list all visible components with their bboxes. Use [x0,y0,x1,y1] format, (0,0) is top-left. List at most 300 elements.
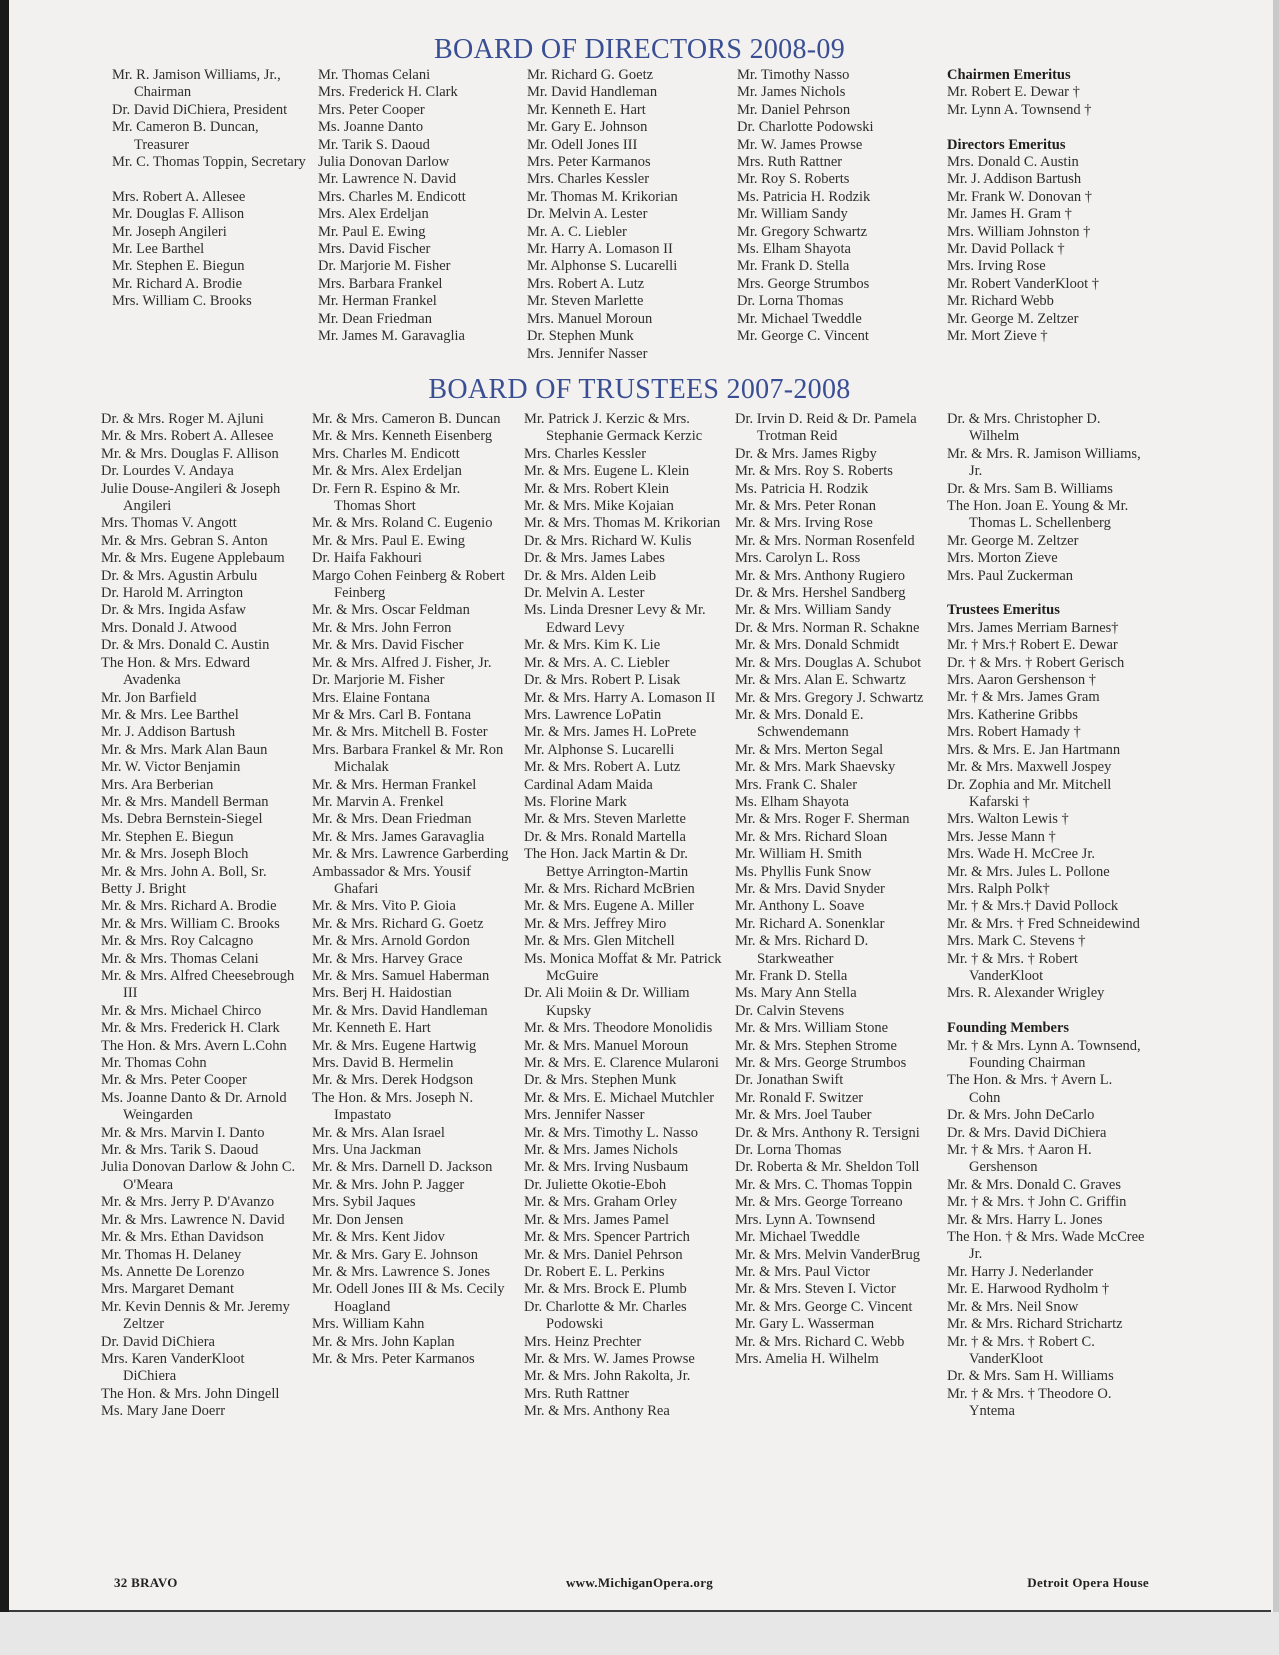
member-name: Mr. & Mrs. Robert Klein [524,480,669,497]
member-name: Mr. Robert VanderKloot † [947,275,1099,292]
member-name: Dr. & Mrs. Ingida Asfaw [101,602,246,619]
member-name: Mr. & Mrs. David Fischer [312,637,464,654]
member-name: Mr. Herman Frankel [318,293,437,310]
member-name: Mrs. Peter Karmanos [527,154,651,171]
footer-page-label: 32 BRAVO [114,1575,178,1590]
member-name: Mr. Richard A. Sonenklar [735,915,885,932]
member-name: Mrs. Barbara Frankel [318,275,443,292]
member-name: Mr. & Mrs. E. Michael Mutchler [524,1089,715,1106]
member-name: Dr. Robert E. L. Perkins [524,1263,665,1280]
member-name: Mr. † & Mrs. James Gram [947,689,1100,706]
member-name: Mr. W. James Prowse [737,136,863,153]
member-name: Mr. & Mrs. Daniel Pehrson [524,1246,683,1263]
member-name: Mr. E. Harwood Rydholm † [947,1281,1110,1298]
member-name: Mrs. R. Alexander Wrigley [947,985,1105,1002]
member-name: Mr. William H. Smith [735,846,862,863]
footer-website: www.MichiganOpera.org [565,1575,714,1590]
member-name: Mr. & Mrs. Harry A. Lomason II [524,689,716,706]
member-name: Mr. & Mrs. Mike Kojaian [524,498,674,515]
member-name: Ms. Joanne Danto [318,119,424,136]
member-name: Mr. & Mrs. Roland C. Eugenio [312,515,493,532]
member-name: Mr. & Mrs. Lee Barthel [101,706,239,723]
member-name: Mr. & Mrs. Joel Tauber [735,1107,872,1124]
member-name: Mrs. Charles Kessler [527,171,650,188]
member-name: Dr. Fern R. Espino & Mr. Thomas Short [312,480,461,515]
member-name: Mr. David Pollack † [947,241,1065,258]
member-name: Mr. & Mrs. Marvin I. Danto [101,1124,265,1141]
member-name: Mrs. Donald C. Austin [947,154,1079,171]
member-name: Dr. Charlotte & Mr. Charles Podowski [524,1298,687,1333]
member-name: Mr. Thomas Cohn [101,1055,207,1072]
member-name: Mr. & Mrs. Peter Karmanos [312,1350,475,1367]
directors-column-2 [318,67,518,346]
member-name: Mrs. William Johnston † [947,223,1091,240]
member-name: Mr. † & Mrs.† David Pollock [947,898,1119,915]
member-name: Mr. Tarik S. Daoud [318,136,430,153]
member-name: Dr. Jonathan Swift [735,1072,844,1089]
member-name: Ms. Patricia H. Rodzik [737,188,871,205]
member-name: Mr. & Mrs. Richard Strichartz [947,1316,1123,1333]
member-name: Mr. & Mrs. Jules L. Pollone [947,863,1110,880]
member-name: Mrs. Berj H. Haidostian [312,985,452,1002]
member-name: Mr. & Mrs. Ethan Davidson [101,1229,264,1246]
member-name: Mr. & Mrs. Alex Erdeljan [312,463,462,480]
member-name: Mr. & Mrs. Norman Rosenfeld [735,532,915,549]
member-name: Mrs. Walton Lewis † [947,811,1069,828]
member-name: The Hon. † & Mrs. Wade McCree Jr. [947,1229,1145,1263]
member-name: Mr. Frank W. Donovan † [947,188,1092,205]
member-name: Mr. & Mrs. Irving Nusbaum [524,1159,689,1176]
member-name: Mrs. Una Jackman [312,1142,422,1159]
member-name: Mr. Lawrence N. David [318,171,457,188]
member-name: Dr. & Mrs. Roger M. Ajluni [101,411,264,427]
member-name: Mrs. Ara Berberian [101,776,214,793]
member-name: Dr. & Mrs. James Labes [524,550,665,567]
member-name: Ms. Joanne Danto & Dr. Arnold Weingarden [101,1089,287,1124]
member-name: Mr. Anthony L. Soave [735,898,865,915]
member-name: Ms. Mary Ann Stella [735,985,857,1002]
member-name: Mr. Michael Tweddle [737,310,862,327]
trustees-column-1 [101,411,296,1421]
member-name: Mr. & Mrs. Anthony Rugiero [735,567,905,584]
member-name: Mr. R. Jamison Williams, Jr., Chairman [112,67,281,101]
member-name: Mrs. Lawrence LoPatin [524,706,662,723]
member-name: Mrs. Donald J. Atwood [101,619,237,636]
member-name: Mr. & Mrs. Paul E. Ewing [312,532,466,549]
member-name: Mrs. George Strumbos [737,275,870,292]
trustees-column-2 [312,411,510,1368]
member-name: Mr. & Mrs. Lawrence Garberding [312,846,509,863]
member-name: Mr. & Mrs. Frederick H. Clark [101,1020,280,1037]
member-name: Mrs. Aaron Gershenson † [947,672,1097,689]
member-name: Mr. † & Mrs. Lynn A. Townsend, Founding Chairman [947,1037,1141,1071]
member-name: Mr. & Mrs. James Pamel [524,1211,669,1228]
member-name: Mrs. Charles M. Endicott [318,188,466,205]
member-name: The Hon. & Mrs. John Dingell [101,1385,280,1402]
member-name: Mr. & Mrs. Stephen Strome [735,1037,897,1054]
member-name: Mr. & Mrs. Vito P. Gioia [312,898,456,915]
member-name: Mr. & Mrs. Manuel Moroun [524,1037,689,1054]
member-name: Mr. & Mrs. C. Thomas Toppin [735,1176,913,1193]
member-name: The Hon. Joan E. Young & Mr. Thomas L. Schellenberg [947,498,1129,532]
member-name: Mr. & Mrs. Anthony Rea [524,1403,670,1420]
member-name: Dr. & Mrs. Sam H. Williams [947,1368,1114,1385]
member-name: Mr. & Mrs. Peter Ronan [735,498,876,515]
member-name: Dr. Harold M. Arrington [101,585,244,602]
member-name: Mr. Dean Friedman [318,310,432,327]
member-name: Mr. & Mrs. Richard Sloan [735,828,888,845]
member-name: Mrs. Ralph Polk† [947,880,1050,897]
member-name: Mr. & Mrs. W. James Prowse [524,1350,695,1367]
member-name: Mr. Richard A. Brodie [112,275,243,292]
footer-venue: Detroit Opera House [1027,1575,1149,1590]
member-name: Mr. & Mrs. Irving Rose [735,515,873,532]
member-name: Mrs. Ruth Rattner [737,154,843,171]
member-name: Dr. & Mrs. Stephen Munk [524,1072,677,1089]
member-name: Mrs. William C. Brooks [112,293,252,310]
member-name: Mr. C. Thomas Toppin, Secretary [112,154,306,171]
member-name: Mr. † & Mrs. † John C. Griffin [947,1194,1127,1211]
member-name: Mr. & Mrs. Paul Victor [735,1263,871,1280]
member-name: Ms. Mary Jane Doerr [101,1403,226,1420]
member-name: Betty J. Bright [101,880,186,897]
member-name: Mr. Marvin A. Frenkel [312,793,444,810]
member-name: Mr. David Handleman [527,84,658,101]
member-name: Mr. Mort Zieve † [947,328,1048,345]
member-name: Mr. & Mrs. Donald C. Graves [947,1176,1121,1193]
member-name: The Hon. & Mrs. Edward Avadenka [101,654,251,689]
member-name: Mrs. Jennifer Nasser [527,345,648,362]
member-name: Mr. Steven Marlette [527,293,644,310]
member-name: Mr. Lynn A. Townsend † [947,101,1092,118]
member-name: Ms. Linda Dresner Levy & Mr. Edward Levy [524,602,706,636]
member-name: Mr. & Mrs. Michael Chirco [101,1002,262,1019]
member-name: Dr. & Mrs. James Rigby [735,445,877,462]
member-name: Mr. & Mrs. George Torreano [735,1194,903,1211]
member-name: Mr. & Mrs. Oscar Feldman [312,602,470,619]
member-name: Ms. Patricia H. Rodzik [735,480,869,497]
member-name: Mrs. Frank C. Shaler [735,776,858,793]
member-name: Mr. Alphonse S. Lucarelli [524,741,675,758]
member-name: Mr. & Mrs. Roy S. Roberts [735,463,893,480]
member-name: Dr. Charlotte Podowski [737,119,874,136]
member-name: Mr. & Mrs. James H. LoPrete [524,724,697,741]
member-name: Dr. Calvin Stevens [735,1002,845,1019]
member-name: Mr. Joseph Angileri [112,223,227,240]
member-name: Mrs. Charles M. Endicott [312,445,460,462]
member-name: Ambassador & Mrs. Yousif Ghafari [312,863,472,897]
member-name: Mr. & Mrs. Roger F. Sherman [735,811,910,828]
member-name: Mr. Jon Barfield [101,689,197,706]
member-name: Mr. Gregory Schwartz [737,223,868,240]
member-name: Mr. & Mrs. Joseph Bloch [101,846,249,863]
member-name: Dr. Melvin A. Lester [527,206,648,223]
member-name: Mr. Harry A. Lomason II [527,241,673,258]
member-name: Cardinal Adam Maida [524,776,653,793]
member-name: Dr. & Mrs. Agustin Arbulu [101,567,258,584]
member-name: Ms. Florine Mark [524,793,627,810]
member-name: Mr. & Mrs. Timothy L. Nasso [524,1124,699,1141]
member-name: Mr. & Mrs. Tarik S. Daoud [101,1142,259,1159]
member-name: Mr. & Mrs. Kent Jidov [312,1229,445,1246]
member-name: Mr. & Mrs. Neil Snow [947,1298,1079,1315]
member-name: Mr. & Mrs. Spencer Partrich [524,1229,690,1246]
member-name: Mr. Thomas Celani [318,67,431,83]
member-name: Mr. & Mrs. Jerry P. D'Avanzo [101,1194,275,1211]
member-name: Mr. Timothy Nasso [737,67,850,83]
member-name: Mr. & Mrs. John Rakolta, Jr. [524,1368,691,1385]
member-name: Dr. Juliette Okotie-Eboh [524,1176,667,1193]
binding-spine [0,0,9,1655]
member-name: Dr. Haifa Fakhouri [312,550,422,567]
member-name: Mr. Roy S. Roberts [737,171,850,188]
member-name: Mr. J. Addison Bartush [947,171,1082,188]
member-name: Mr. George M. Zeltzer [947,310,1079,327]
member-name: Dr. & Mrs. Ronald Martella [524,828,686,845]
member-name: Mr. & Mrs. E. Clarence Mularoni [524,1055,719,1072]
member-name: Mr. & Mrs. Richard D. Starkweather [735,933,869,967]
member-name: Mr. & Mrs. Eugene Hartwig [312,1037,477,1054]
member-name: Mrs. Amelia H. Wilhelm [735,1350,879,1367]
member-name: Mrs. Robert A. Allesee [112,188,246,205]
member-name: Dr. David DiChiera [101,1333,215,1350]
member-name: Mrs. Carolyn L. Ross [735,550,861,567]
member-name: Mr. & Mrs. Alfred J. Fisher, Jr. [312,654,492,671]
member-name: Mrs. Peter Cooper [318,101,425,118]
member-name: Mrs. Jennifer Nasser [524,1107,645,1124]
member-name: Mr. & Mrs. Roy Calcagno [101,933,254,950]
directors-column-5 [947,67,1147,345]
member-name: Mr. & Mrs. John Ferron [312,619,452,636]
member-name: Mr. Michael Tweddle [735,1229,860,1246]
member-name: Mr & Mrs. Carl B. Fontana [312,706,472,723]
page-bottom-margin [0,1612,1279,1655]
member-name: Mr. & Mrs. Harry L. Jones [947,1211,1103,1228]
member-name: Mrs. Morton Zieve [947,550,1058,567]
member-name: Dr. Melvin A. Lester [524,585,645,602]
member-name: Dr. & Mrs. Anthony R. Tersigni [735,1124,920,1141]
member-name: Mr. & Mrs. Melvin VanderBrug [735,1246,921,1263]
member-name: Ms. Elham Shayota [735,793,849,810]
member-name: The Hon. & Mrs. Avern L.Cohn [101,1037,287,1054]
member-name: Dr. & Mrs. Donald C. Austin [101,637,270,654]
member-name: Dr. Lorna Thomas [737,293,844,310]
member-name: The Hon. Jack Martin & Dr. Bettye Arrington-Martin [524,846,689,880]
member-name: Dr. & Mrs. Hershel Sandberg [735,585,906,602]
member-name: Mr. James M. Garavaglia [318,328,465,345]
member-name: Ms. Monica Moffat & Mr. Patrick McGuire [524,950,722,984]
member-name: Mr. & Mrs. A. C. Liebler [524,654,670,671]
member-name: Mr. & Mrs. Jeffrey Miro [524,915,667,932]
member-name: Mrs. David B. Hermelin [312,1055,454,1072]
member-name: Mr. Gary L. Wasserman [735,1316,875,1333]
member-name: Mr. & Mrs. Thomas Celani [101,950,259,967]
member-name: Mr. † & Mrs. † Robert VanderKloot [947,950,1078,984]
member-name: Mr. & Mrs. William Stone [735,1020,889,1037]
member-name: Mrs. Robert A. Lutz [527,275,645,292]
member-name: Mr. & Mrs. Alan Israel [312,1124,445,1141]
member-name: The Hon. & Mrs. † Avern L. Cohn [947,1072,1113,1106]
member-name: Mr. William Sandy [737,206,848,223]
member-name: Mr. & Mrs. Lawrence S. Jones [312,1263,491,1280]
member-name: Mrs. Karen VanderKloot DiChiera [101,1350,245,1385]
member-name: Mr. & Mrs. Kim K. Lie [524,637,661,654]
member-name: Mrs. Katherine Gribbs [947,706,1078,723]
member-name: Ms. Debra Bernstein-Siegel [101,811,263,828]
member-name: Dr. Marjorie M. Fisher [318,258,451,275]
trustees-column-5 [947,411,1147,1421]
member-name: Mr. James Nichols [737,84,846,101]
member-name: Mrs. Mark C. Stevens † [947,933,1086,950]
member-name: Mrs. Irving Rose [947,258,1046,275]
member-name: Mr. & Mrs. Richard C. Webb [735,1333,905,1350]
member-name: Mr. † & Mrs. † Robert C. VanderKloot [947,1333,1095,1367]
member-name: Ms. Elham Shayota [737,241,851,258]
member-name: Mr. Odell Jones III [527,136,638,153]
member-name: Mr. & Mrs. George C. Vincent [735,1298,913,1315]
member-name: Mrs. Wade H. McCree Jr. [947,846,1095,863]
member-name: Mr. & Mrs. Theodore Monolidis [524,1020,713,1037]
member-name: Mr. & Mrs. Mandell Berman [101,793,269,810]
member-name: Mr. Richard G. Goetz [527,67,654,83]
page-edge [1273,0,1279,1612]
member-name: Dr. & Mrs. Sam B. Williams [947,480,1113,497]
member-name: Mr. & Mrs. Gregory J. Schwartz [735,689,924,706]
member-name: Mr. & Mrs. Steven I. Victor [735,1281,896,1298]
member-name: Mr. & Mrs. Douglas A. Schubot [735,654,922,671]
member-name: Dr. & Mrs. Robert P. Lisak [524,672,681,689]
member-name: Dr. & Mrs. John DeCarlo [947,1107,1095,1124]
member-name: Mr. Stephen E. Biegun [101,828,234,845]
member-name: Mr. & Mrs. Donald E. Schwendemann [735,706,864,741]
member-name: Mrs. Ruth Rattner [524,1385,630,1402]
member-name: Ms. Phyllis Funk Snow [735,863,872,880]
member-name: Mr. & Mrs. Gebran S. Anton [101,532,268,549]
member-name: Mr. Richard Webb [947,293,1054,310]
member-name: Mr. Paul E. Ewing [318,223,426,240]
member-name: Dr. Irvin D. Reid & Dr. Pamela Trotman Reid [735,411,917,445]
member-name: Mr. & Mrs. Eugene L. Klein [524,463,690,480]
member-name: Dr. & Mrs. Christopher D. Wilhelm [947,411,1101,445]
section-heading: Directors Emeritus [947,136,1066,153]
member-name: Julia Donovan Darlow [318,154,450,171]
directors-column-3 [527,67,727,363]
member-name: Mr. & Mrs. John P. Jagger [312,1176,465,1193]
member-name: Mr. † Mrs.† Robert E. Dewar [947,637,1118,654]
member-name: Mrs. Manuel Moroun [527,310,653,327]
trustees-title: BOARD OF TRUSTEES 2007-2008 [428,374,851,405]
member-name: Mr. & Mrs. Robert A. Allesee [101,428,274,445]
member-name: Mr. & Mrs. Dean Friedman [312,811,472,828]
member-name: Mr. Don Jensen [312,1211,404,1228]
member-name: Mrs. Barbara Frankel & Mr. Ron Michalak [312,741,504,776]
section-heading: Founding Members [947,1020,1070,1037]
member-name: Ms. Annette De Lorenzo [101,1263,245,1280]
member-name: Dr. & Mrs. Richard W. Kulis [524,532,692,549]
member-name: Mr. & Mrs. Eugene A. Miller [524,898,694,915]
member-name: Mr. Alphonse S. Lucarelli [527,258,678,275]
member-name: Dr. & Mrs. Alden Leib [524,567,657,584]
member-name: Dr. Roberta & Mr. Sheldon Toll [735,1159,920,1176]
section-heading: Chairmen Emeritus [947,67,1071,83]
member-name: Mr. & Mrs. Gary E. Johnson [312,1246,478,1263]
member-name: Dr. † & Mrs. † Robert Gerisch [947,654,1125,671]
member-name: Mr. Frank D. Stella [737,258,850,275]
member-name: Mrs. Margaret Demant [101,1281,235,1298]
member-name: Mr. & Mrs. Eugene Applebaum [101,550,285,567]
member-name: Mrs. Lynn A. Townsend [735,1211,876,1228]
member-name: Mr. Thomas H. Delaney [101,1246,242,1263]
member-name: Mr. & Mrs. R. Jamison Williams, Jr. [947,445,1141,480]
member-name: Mrs. Thomas V. Angott [101,515,237,532]
member-name: Mr. & Mrs. Graham Orley [524,1194,678,1211]
directors-title: BOARD OF DIRECTORS 2008-09 [434,34,845,65]
member-name: Mr. & Mrs. Alfred Cheesebrough III [101,968,295,1002]
member-name: Mrs. & Mrs. E. Jan Hartmann [947,741,1121,758]
member-name: Mrs. William Kahn [312,1316,425,1333]
member-name: Mr. & Mrs. George Strumbos [735,1055,907,1072]
directors-column-1 [112,67,307,311]
member-name: Dr. Lorna Thomas [735,1142,842,1159]
member-name: Dr. Lourdes V. Andaya [101,463,234,480]
member-name: Mr. Frank D. Stella [735,968,848,984]
member-name: Mr. Lee Barthel [112,241,205,258]
member-name: Dr. Stephen Munk [527,328,634,345]
member-name: Mr. & Mrs. Derek Hodgson [312,1072,474,1089]
member-name: Mr. George C. Vincent [737,328,869,345]
member-name: Mr. & Mrs. Harvey Grace [312,950,463,967]
member-name: Mr. & Mrs. David Snyder [735,880,885,897]
member-name: Mr. & Mrs. Lawrence N. David [101,1211,285,1228]
member-name: Mr. Odell Jones III & Ms. Cecily Hoagland [312,1281,505,1315]
member-name: Mr. † & Mrs. † Theodore O. Yntema [947,1385,1112,1420]
member-name: Mr. J. Addison Bartush [101,724,236,741]
member-name: Mr. Gary E. Johnson [527,119,648,136]
member-name: Mr. & Mrs. Arnold Gordon [312,933,470,950]
member-name: Mr. & Mrs. Darnell D. Jackson [312,1159,493,1176]
section-heading: Trustees Emeritus [947,602,1060,619]
member-name: Mrs. Robert Hamady † [947,724,1081,741]
member-name: Dr. & Mrs. Norman R. Schakne [735,619,920,636]
member-name: Mr. & Mrs. Samuel Haberman [312,968,490,984]
member-name: Mr. & Mrs. Mitchell B. Foster [312,724,488,741]
member-name: Mr. & Mrs. John Kaplan [312,1333,455,1350]
member-name: Mr. James H. Gram † [947,206,1072,223]
member-name: Mr. & Mrs. Peter Cooper [101,1072,247,1089]
member-name: Mrs. Alex Erdeljan [318,206,429,223]
member-name: Julie Douse-Angileri & Joseph Angileri [101,480,281,515]
member-name: Mrs. Charles Kessler [524,445,647,462]
member-name: Mrs. David Fischer [318,241,431,258]
member-name: Mr. & Mrs. Richard G. Goetz [312,915,484,932]
member-name: Mr. & Mrs. James Nichols [524,1142,678,1159]
member-name: Mr. Kenneth E. Hart [312,1020,431,1037]
member-name: Mr. Kevin Dennis & Mr. Jeremy Zeltzer [101,1298,290,1333]
member-name: Dr. Marjorie M. Fisher [312,672,445,689]
member-name: Mr. & Mrs. James Garavaglia [312,828,485,845]
member-name: Mr. & Mrs. Mark Alan Baun [101,741,268,758]
member-name: Mr. Ronald F. Switzer [735,1089,864,1106]
member-name: Mr. & Mrs. Steven Marlette [524,811,686,828]
member-name: Mr. George M. Zeltzer [947,532,1079,549]
member-name: Mr. & Mrs. † Fred Schneidewind [947,915,1140,932]
member-name: Mr. Patrick J. Kerzic & Mrs. Stephanie Germack Kerzic [524,411,703,445]
member-name: Mrs. Paul Zuckerman [947,567,1074,584]
member-name: Mr. Stephen E. Biegun [112,258,245,275]
member-name: Mr. & Mrs. Maxwell Jospey [947,759,1112,776]
member-name: Mr. & Mrs. Richard McBrien [524,880,695,897]
member-name: Mr. & Mrs. William Sandy [735,602,892,619]
